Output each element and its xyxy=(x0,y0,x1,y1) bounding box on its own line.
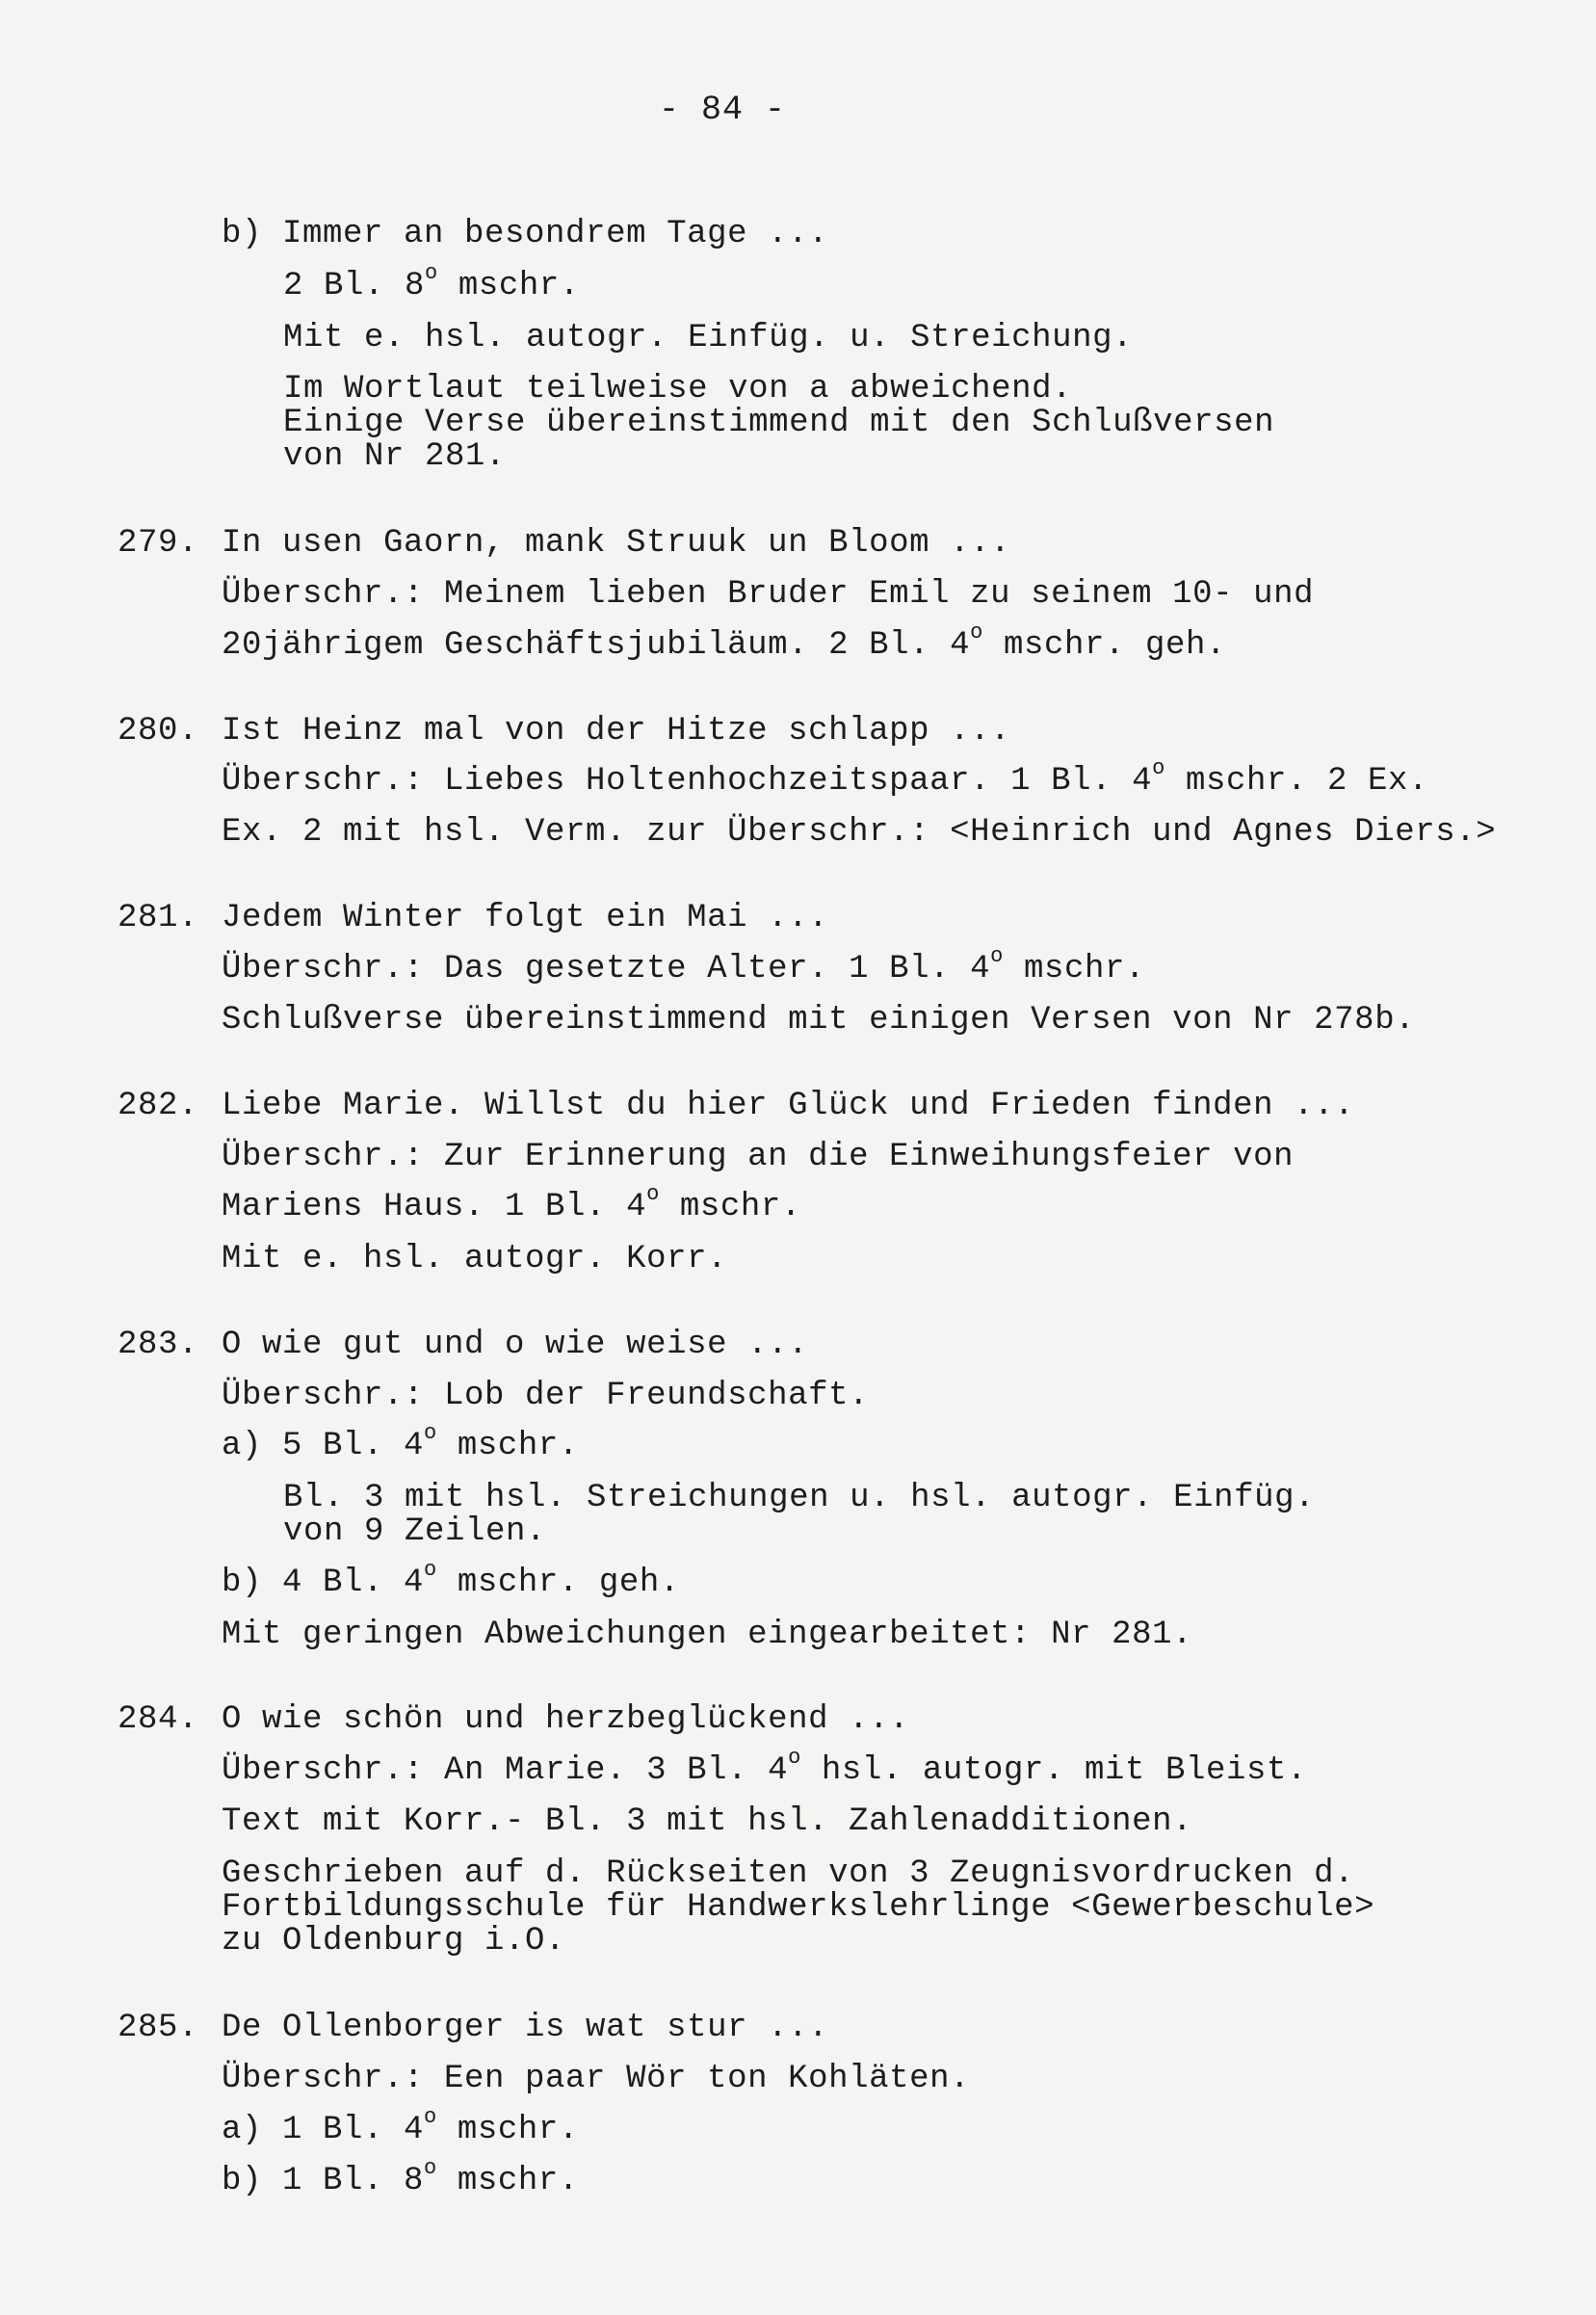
entry-description: Überschr.: Liebes Holtenhochzeitspaar. 1 Bl. 4$^o$ mschr. 2 Ex. xyxy=(222,755,1429,800)
entry-description: Mariens Haus. 1 Bl. 4$^o$ mschr. xyxy=(222,1181,801,1225)
entry-note: Einige Verse übereinstimmend mit den Schlußversen xyxy=(283,405,1275,441)
entry-note: Geschrieben auf d. Rückseiten von 3 Zeugnisvordrucken d. xyxy=(222,1855,1355,1892)
entry-note: Ex. 2 mit hsl. Verm. zur Überschr.: <Heinrich und Agnes Diers.> xyxy=(222,814,1497,851)
entry-number: 280. xyxy=(118,713,199,750)
entry-description: Überschr.: Das gesetzte Alter. 1 Bl. 4$^o$ mschr. xyxy=(222,943,1145,987)
entry-title: Ist Heinz mal von der Hitze schlapp ... xyxy=(222,713,1011,750)
entry-number: 279. xyxy=(118,525,199,562)
entry-description: b) 1 Bl. 8$^o$ mschr. xyxy=(222,2155,579,2199)
entry-note: Bl. 3 mit hsl. Streichungen u. hsl. autogr. Einfüg. xyxy=(283,1480,1316,1516)
entry-heading: Überschr.: Lob der Freundschaft. xyxy=(222,1378,870,1414)
entry-description: Überschr.: An Marie. 3 Bl. 4$^o$ hsl. autogr. mit Bleist. xyxy=(222,1745,1307,1789)
entry-number: 285. xyxy=(118,2010,199,2046)
entry-description: b) 4 Bl. 4$^o$ mschr. geh. xyxy=(222,1557,680,1601)
page-number: - 84 - xyxy=(658,91,787,129)
entry-note: zu Oldenburg i.O. xyxy=(222,1923,566,1960)
entry-title: Jedem Winter folgt ein Mai ... xyxy=(222,900,829,936)
entry-title: In usen Gaorn, mank Struuk un Bloom ... xyxy=(222,525,1011,562)
entry-note: Fortbildungsschule für Handwerkslehrlinge <Gewerbeschule> xyxy=(222,1889,1375,1926)
entry-note: Im Wortlaut teilweise von a abweichend. xyxy=(283,371,1073,408)
entry-note: von Nr 281. xyxy=(283,438,507,475)
entry-heading: Überschr.: Meinem lieben Bruder Emil zu seinem 10- und xyxy=(222,576,1315,613)
entry-title: O wie gut und o wie weise ... xyxy=(222,1327,809,1363)
entry-note: Mit geringen Abweichungen eingearbeitet: Nr 281. xyxy=(222,1617,1193,1653)
entry-title: Liebe Marie. Willst du hier Glück und Frieden finden ... xyxy=(222,1088,1355,1124)
entry-description: a) 5 Bl. 4$^o$ mschr. xyxy=(222,1420,579,1464)
entry-number: 283. xyxy=(118,1327,199,1363)
entry-note: Text mit Korr.- Bl. 3 mit hsl. Zahlenadditionen. xyxy=(222,1803,1193,1840)
entry-title: De Ollenborger is wat stur ... xyxy=(222,2010,829,2046)
entry-note: Mit e. hsl. autogr. Korr. xyxy=(222,1241,728,1277)
entry-heading: Überschr.: Een paar Wör ton Kohläten. xyxy=(222,2061,971,2097)
entry-note: Schlußverse übereinstimmend mit einigen Versen von Nr 278b. xyxy=(222,1002,1416,1039)
entry-number: 281. xyxy=(118,900,199,936)
entry-number: 282. xyxy=(118,1088,199,1124)
entry-description: 20jährigem Geschäftsjubiläum. 2 Bl. 4$^o$ mschr. geh. xyxy=(222,619,1226,664)
entry-title: b) Immer an besondrem Tage ... xyxy=(222,216,829,252)
entry-description: a) 1 Bl. 4$^o$ mschr. xyxy=(222,2104,579,2148)
entry-number: 284. xyxy=(118,1701,199,1738)
entry-note: von 9 Zeilen. xyxy=(283,1513,547,1550)
entry-heading: Überschr.: Zur Erinnerung an die Einweihungsfeier von xyxy=(222,1139,1295,1175)
entry-description: 2 Bl. 8$^o$ mschr. xyxy=(283,260,580,304)
entry-title: O wie schön und herzbeglückend ... xyxy=(222,1701,910,1738)
entry-note: Mit e. hsl. autogr. Einfüg. u. Streichung. xyxy=(283,320,1134,356)
